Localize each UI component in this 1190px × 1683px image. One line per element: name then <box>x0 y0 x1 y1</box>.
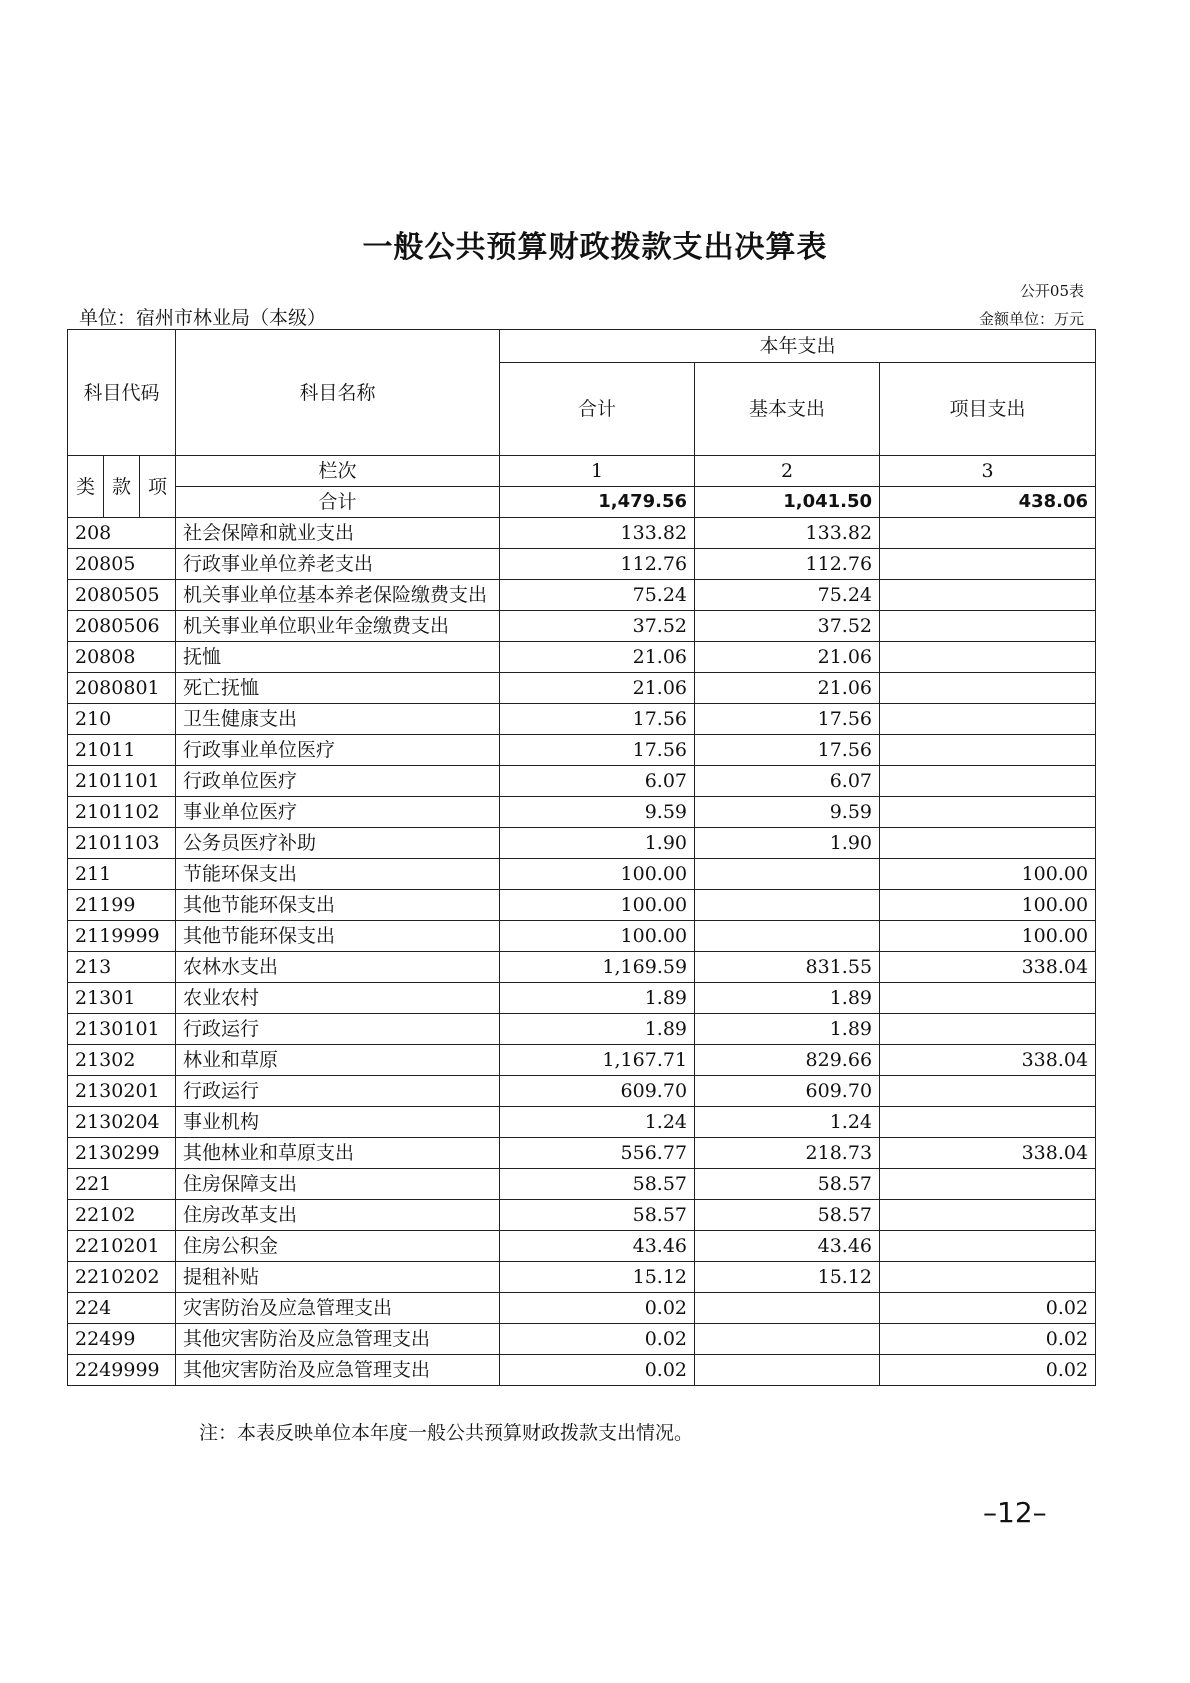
row-basic: 609.70 <box>695 1076 880 1107</box>
row-basic: 58.57 <box>695 1169 880 1200</box>
table-row <box>68 735 1096 766</box>
row-basic: 17.56 <box>695 704 880 735</box>
row-total: 1.89 <box>500 1014 695 1045</box>
row-total: 1,169.59 <box>500 952 695 983</box>
table-row <box>68 952 1096 983</box>
row-name: 其他灾害防治及应急管理支出 <box>176 1324 500 1355</box>
row-name: 农业农村 <box>176 983 500 1014</box>
row-code: 2249999 <box>68 1355 176 1386</box>
row-project <box>880 797 1096 828</box>
header-basic: 基本支出 <box>695 363 880 456</box>
row-name: 行政单位医疗 <box>176 766 500 797</box>
row-total: 609.70 <box>500 1076 695 1107</box>
row-basic: 15.12 <box>695 1262 880 1293</box>
row-name: 其他节能环保支出 <box>176 921 500 952</box>
row-code: 2210202 <box>68 1262 176 1293</box>
row-code: 22499 <box>68 1324 176 1355</box>
row-name: 其他林业和草原支出 <box>176 1138 500 1169</box>
row-project <box>880 1076 1096 1107</box>
row-basic <box>695 1324 880 1355</box>
row-project <box>880 1169 1096 1200</box>
table-row <box>68 1014 1096 1045</box>
row-total: 9.59 <box>500 797 695 828</box>
row-total: 21.06 <box>500 642 695 673</box>
row-basic: 831.55 <box>695 952 880 983</box>
row-code: 2130101 <box>68 1014 176 1045</box>
row-basic: 6.07 <box>695 766 880 797</box>
table-row <box>68 580 1096 611</box>
row-basic: 37.52 <box>695 611 880 642</box>
row-code: 2210201 <box>68 1231 176 1262</box>
header-lei: 类 <box>68 456 104 518</box>
table-row <box>68 1231 1096 1262</box>
row-project: 100.00 <box>880 859 1096 890</box>
row-total: 556.77 <box>500 1138 695 1169</box>
row-total: 1,167.71 <box>500 1045 695 1076</box>
row-code: 221 <box>68 1169 176 1200</box>
row-total: 0.02 <box>500 1324 695 1355</box>
row-project: 100.00 <box>880 890 1096 921</box>
row-project <box>880 611 1096 642</box>
table-row <box>68 611 1096 642</box>
row-name: 机关事业单位职业年金缴费支出 <box>176 611 500 642</box>
table-note: 注：本表反映单位本年度一般公共预算财政拨款支出情况。 <box>199 1422 694 1444</box>
row-name: 行政事业单位养老支出 <box>176 549 500 580</box>
table-row <box>68 1262 1096 1293</box>
row-basic: 58.57 <box>695 1200 880 1231</box>
row-code: 20808 <box>68 642 176 673</box>
row-code: 21011 <box>68 735 176 766</box>
table-row <box>68 1200 1096 1231</box>
row-code: 2101102 <box>68 797 176 828</box>
row-basic: 218.73 <box>695 1138 880 1169</box>
row-project <box>880 673 1096 704</box>
row-name: 提租补贴 <box>176 1262 500 1293</box>
row-total: 100.00 <box>500 890 695 921</box>
row-code: 22102 <box>68 1200 176 1231</box>
row-total: 133.82 <box>500 518 695 549</box>
table-row <box>68 1169 1096 1200</box>
row-basic <box>695 859 880 890</box>
row-total: 43.46 <box>500 1231 695 1262</box>
table-header <box>68 330 1096 518</box>
row-name: 行政运行 <box>176 1014 500 1045</box>
table-row <box>68 1355 1096 1386</box>
row-code: 21302 <box>68 1045 176 1076</box>
row-total: 1.89 <box>500 983 695 1014</box>
table-row <box>68 673 1096 704</box>
row-code: 2130201 <box>68 1076 176 1107</box>
header-project: 项目支出 <box>880 363 1096 456</box>
header-code: 科目代码 <box>68 330 176 456</box>
row-project <box>880 642 1096 673</box>
row-basic: 43.46 <box>695 1231 880 1262</box>
row-basic: 75.24 <box>695 580 880 611</box>
row-code: 2101103 <box>68 828 176 859</box>
row-project <box>880 735 1096 766</box>
row-project <box>880 766 1096 797</box>
row-total: 1.24 <box>500 1107 695 1138</box>
row-name: 节能环保支出 <box>176 859 500 890</box>
row-name: 社会保障和就业支出 <box>176 518 500 549</box>
table-row <box>68 890 1096 921</box>
row-name: 死亡抚恤 <box>176 673 500 704</box>
row-code: 21199 <box>68 890 176 921</box>
row-project <box>880 549 1096 580</box>
row-name: 行政事业单位医疗 <box>176 735 500 766</box>
header-col2: 2 <box>695 456 880 487</box>
row-total: 58.57 <box>500 1200 695 1231</box>
row-name: 灾害防治及应急管理支出 <box>176 1293 500 1324</box>
row-total: 37.52 <box>500 611 695 642</box>
row-total: 17.56 <box>500 704 695 735</box>
row-code: 210 <box>68 704 176 735</box>
row-project <box>880 1262 1096 1293</box>
row-project <box>880 1107 1096 1138</box>
table-row <box>68 1107 1096 1138</box>
table-row <box>68 921 1096 952</box>
row-project <box>880 580 1096 611</box>
row-name: 公务员医疗补助 <box>176 828 500 859</box>
header-col3: 3 <box>880 456 1096 487</box>
row-name: 抚恤 <box>176 642 500 673</box>
row-project: 338.04 <box>880 952 1096 983</box>
table-row <box>68 518 1096 549</box>
row-project <box>880 1014 1096 1045</box>
unit-label: 单位：宿州市林业局（本级） <box>79 307 327 329</box>
row-total: 21.06 <box>500 673 695 704</box>
row-project <box>880 1200 1096 1231</box>
row-basic: 1.90 <box>695 828 880 859</box>
header-row-3 <box>68 456 1096 487</box>
row-project: 0.02 <box>880 1355 1096 1386</box>
row-project <box>880 518 1096 549</box>
row-name: 卫生健康支出 <box>176 704 500 735</box>
header-col1: 1 <box>500 456 695 487</box>
total-project: 438.06 <box>880 487 1096 518</box>
table-row <box>68 1138 1096 1169</box>
header-name: 科目名称 <box>176 330 500 456</box>
row-code: 21301 <box>68 983 176 1014</box>
table-row <box>68 859 1096 890</box>
row-project: 338.04 <box>880 1045 1096 1076</box>
row-basic: 21.06 <box>695 642 880 673</box>
row-code: 213 <box>68 952 176 983</box>
row-total: 100.00 <box>500 859 695 890</box>
row-name: 事业机构 <box>176 1107 500 1138</box>
row-basic: 9.59 <box>695 797 880 828</box>
table-row <box>68 766 1096 797</box>
row-basic: 829.66 <box>695 1045 880 1076</box>
row-code: 208 <box>68 518 176 549</box>
row-project: 338.04 <box>880 1138 1096 1169</box>
table-body <box>68 518 1096 1386</box>
row-total: 1.90 <box>500 828 695 859</box>
row-total: 15.12 <box>500 1262 695 1293</box>
row-total: 58.57 <box>500 1169 695 1200</box>
page-number: –12– <box>983 1496 1047 1529</box>
row-code: 2080801 <box>68 673 176 704</box>
row-project: 0.02 <box>880 1293 1096 1324</box>
row-code: 2119999 <box>68 921 176 952</box>
row-code: 224 <box>68 1293 176 1324</box>
row-project: 100.00 <box>880 921 1096 952</box>
header-kuan: 款 <box>104 456 140 518</box>
total-basic: 1,041.50 <box>695 487 880 518</box>
row-code: 2080505 <box>68 580 176 611</box>
row-basic: 17.56 <box>695 735 880 766</box>
row-basic <box>695 1293 880 1324</box>
row-total: 75.24 <box>500 580 695 611</box>
table-row <box>68 549 1096 580</box>
row-project: 0.02 <box>880 1324 1096 1355</box>
row-basic: 1.89 <box>695 983 880 1014</box>
row-basic: 1.24 <box>695 1107 880 1138</box>
row-code: 2130204 <box>68 1107 176 1138</box>
row-code: 2080506 <box>68 611 176 642</box>
row-code: 211 <box>68 859 176 890</box>
table-row <box>68 704 1096 735</box>
row-name: 住房改革支出 <box>176 1200 500 1231</box>
row-project <box>880 1231 1096 1262</box>
row-name: 事业单位医疗 <box>176 797 500 828</box>
row-basic <box>695 921 880 952</box>
row-project <box>880 828 1096 859</box>
row-name: 行政运行 <box>176 1076 500 1107</box>
table-row <box>68 642 1096 673</box>
table-row <box>68 1076 1096 1107</box>
total-sum: 1,479.56 <box>500 487 695 518</box>
row-basic: 112.76 <box>695 549 880 580</box>
row-basic <box>695 890 880 921</box>
row-name: 其他节能环保支出 <box>176 890 500 921</box>
row-basic: 133.82 <box>695 518 880 549</box>
row-name: 住房公积金 <box>176 1231 500 1262</box>
row-basic: 21.06 <box>695 673 880 704</box>
row-project <box>880 983 1096 1014</box>
row-total: 6.07 <box>500 766 695 797</box>
row-total: 100.00 <box>500 921 695 952</box>
row-name: 农林水支出 <box>176 952 500 983</box>
table-row <box>68 797 1096 828</box>
table-row <box>68 828 1096 859</box>
row-total: 17.56 <box>500 735 695 766</box>
total-label: 合计 <box>176 487 500 518</box>
row-total: 112.76 <box>500 549 695 580</box>
row-code: 2101101 <box>68 766 176 797</box>
row-basic: 1.89 <box>695 1014 880 1045</box>
row-total: 0.02 <box>500 1293 695 1324</box>
table-row <box>68 1293 1096 1324</box>
row-code: 20805 <box>68 549 176 580</box>
amount-unit-label: 金额单位：万元 <box>978 310 1084 328</box>
row-project <box>880 704 1096 735</box>
table-row <box>68 1324 1096 1355</box>
table-row <box>68 1045 1096 1076</box>
expense-table <box>67 329 1096 1386</box>
row-name: 住房保障支出 <box>176 1169 500 1200</box>
form-number: 公开05表 <box>1019 282 1084 300</box>
row-name: 林业和草原 <box>176 1045 500 1076</box>
total-row <box>68 487 1096 518</box>
page-title: 一般公共预算财政拨款支出决算表 <box>362 230 828 265</box>
row-basic <box>695 1355 880 1386</box>
row-name: 机关事业单位基本养老保险缴费支出 <box>176 580 500 611</box>
table-row <box>68 983 1096 1014</box>
header-row-1 <box>68 330 1096 363</box>
header-total: 合计 <box>500 363 695 456</box>
header-column-index: 栏次 <box>176 456 500 487</box>
row-total: 0.02 <box>500 1355 695 1386</box>
row-name: 其他灾害防治及应急管理支出 <box>176 1355 500 1386</box>
row-code: 2130299 <box>68 1138 176 1169</box>
header-year-expense: 本年支出 <box>500 330 1096 363</box>
header-xiang: 项 <box>140 456 176 518</box>
